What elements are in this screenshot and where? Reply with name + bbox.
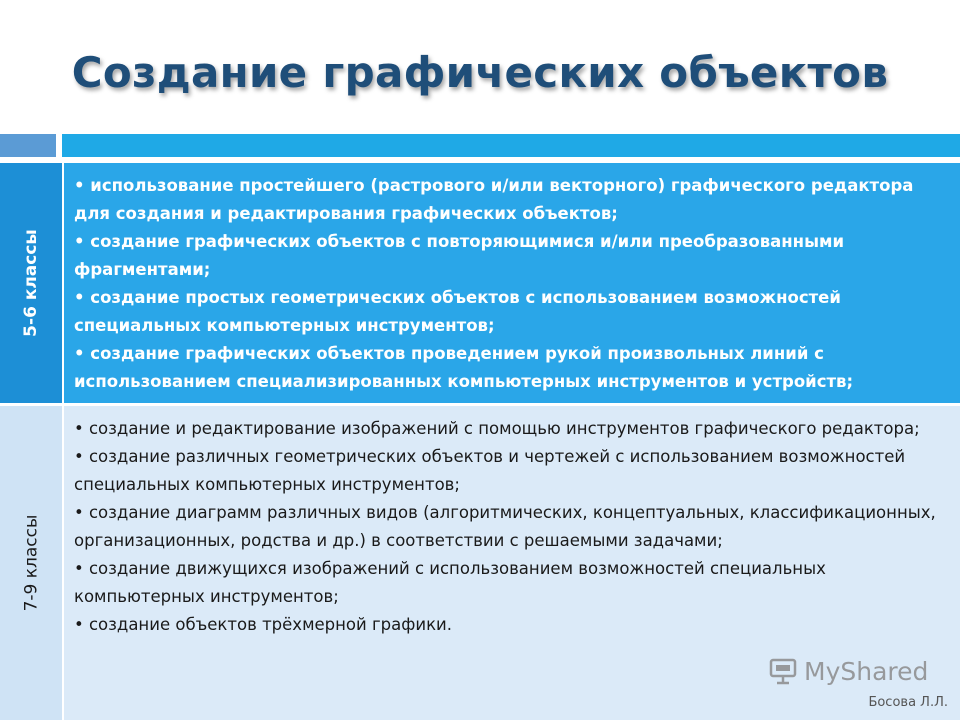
row-header [0, 406, 62, 720]
list-item: • создание диаграмм различных видов (алгоритмических, концептуальных, классификационных, организационных, родства и др.) в соответствии с решаемыми задачами; [74, 503, 936, 550]
list-item: • создание движущихся изображений с использованием возможностей специальных компьютерных инструментов; [74, 559, 826, 606]
list-item: • создание графических объектов проведением рукой произвольных линий с использованием специализированных компьютерных инструментов и устройств; [74, 344, 854, 391]
accent-bar [62, 134, 960, 157]
list-item: • создание различных геометрических объектов и чертежей с использованием возможностей специальных компьютерных инструментов; [74, 447, 906, 494]
watermark-text: MyShared [804, 656, 929, 686]
accent-block [0, 134, 56, 157]
list-item: • создание и редактирование изображений с помощью инструментов графического редактора; [74, 419, 920, 438]
row-label: 5-6 классы [21, 229, 41, 337]
table-row [0, 163, 960, 403]
row-label: 7-9 классы [21, 514, 41, 612]
row-header [0, 163, 62, 403]
author-credit: Босова Л.Л. [868, 695, 948, 710]
list-item: • создание простых геометрических объектов с использованием возможностей специальных компьютерных инструментов; [74, 288, 841, 335]
watermark-logo [768, 656, 928, 686]
presentation-board-icon [768, 656, 798, 686]
list-item: • создание графических объектов с повторяющимися и/или преобразованными фрагментами; [74, 232, 845, 279]
page-title: Создание графических объектов [71, 48, 889, 97]
list-item: • создание объектов трёхмерной графики. [74, 615, 453, 634]
list-item: • использование простейшего (растрового и/или векторного) графического редактора для создания и редактирования графических объектов; [74, 176, 914, 223]
row-content [62, 163, 960, 403]
